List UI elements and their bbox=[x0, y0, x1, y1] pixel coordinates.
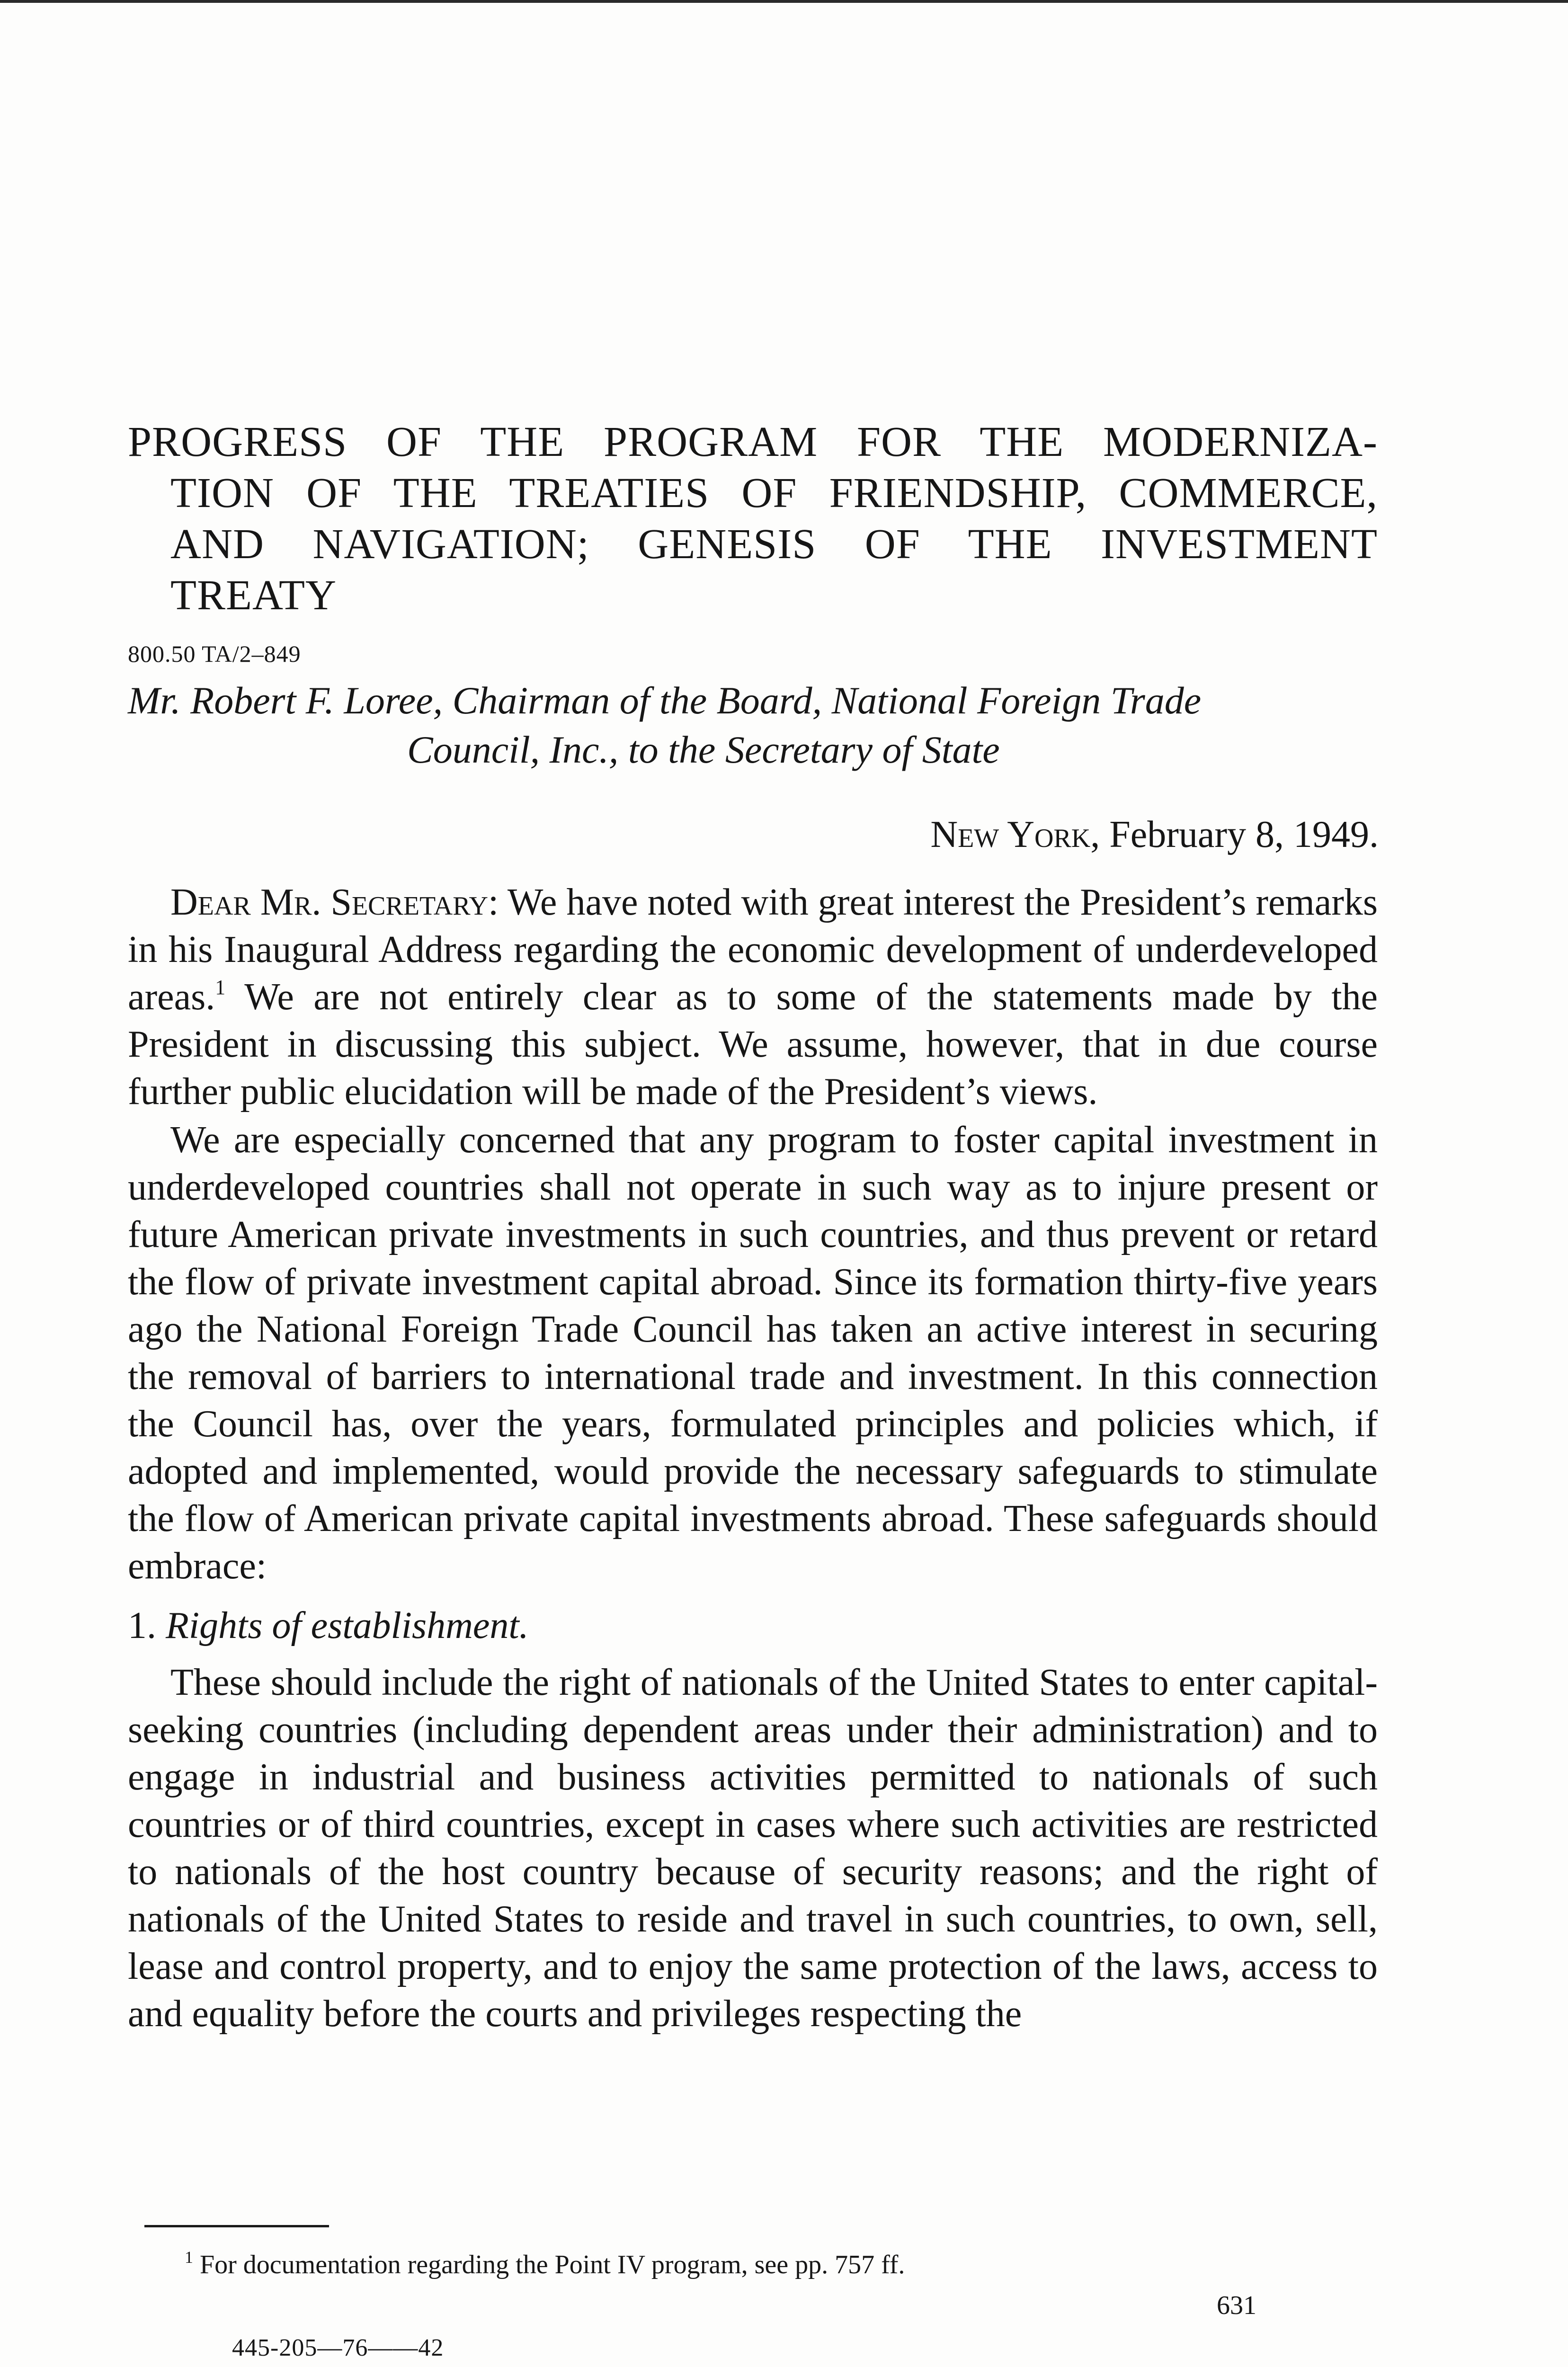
top-edge-rule bbox=[0, 0, 1568, 3]
document-title-line-1: Mr. Robert F. Loree, Chairman of the Board, National Foreign Trade bbox=[128, 679, 1202, 722]
document-title bbox=[128, 676, 1378, 774]
salutation: Dear Mr. Secretary bbox=[170, 881, 488, 923]
footnote-marker: 1 bbox=[185, 2248, 193, 2267]
file-number: 800.50 TA/2–849 bbox=[128, 641, 301, 667]
heading-line-1: PROGRESS OF THE PROGRAM FOR THE MODERNIZA- bbox=[128, 418, 1378, 465]
list-item-heading bbox=[128, 1602, 1378, 1649]
letter-body bbox=[128, 879, 1378, 2038]
list-item-number: 1. bbox=[128, 1605, 156, 1646]
dateline bbox=[930, 813, 1379, 856]
footnote-divider bbox=[144, 2225, 329, 2227]
paragraph-2: We are especially concerned that any program to foster capital investment in underdeveloped countries shall not operate in such way as to injure present or future American private investments in such countries, and thus prevent or retard the flow of private investment capital abroad. Since its formation thirty-five years ago the National Foreign Trade Council has taken an active interest in securing the removal of barriers to international trade and investment. In this connection the Council has, over the years, formulated principles and policies which, if adopted and implemented, would provide the necessary safeguards to stimulate the flow of American private capital investments abroad. These safeguards should embrace: bbox=[128, 1119, 1378, 1587]
heading-line-4: TREATY bbox=[170, 572, 337, 619]
page-number: 631 bbox=[1217, 2291, 1256, 2320]
paragraph-3: These should include the right of nationals of the United States to enter capital-seeking countries (including dependent areas under their administration) and to engage in industrial and business activities permitted to nationals of such countries or of third countries, except in cases where such activities are restricted to nationals of the host country because of security reasons; and the right of nationals of the United States to reside and travel in such countries, to own, sell, lease and control property, and to enjoy the same protection of the laws, access to and equality before the courts and privileges respecting the bbox=[128, 1662, 1378, 2035]
list-item-title: Rights of establishment. bbox=[166, 1605, 529, 1646]
heading-line-2: TION OF THE TREATIES OF FRIENDSHIP, COMMERCE, bbox=[170, 470, 1378, 516]
print-code: 445-205—76——42 bbox=[232, 2334, 444, 2361]
footnote bbox=[185, 2250, 905, 2280]
paragraph-1-text-a: : We have noted with great interest the President’s remarks in his Inaugural Address regarding the economic development of underdeveloped areas. bbox=[128, 881, 1378, 1018]
footnote-text: For documentation regarding the Point IV program, see pp. 757 ff. bbox=[200, 2250, 905, 2279]
paragraph-1 bbox=[128, 879, 1378, 1115]
dateline-date: , February 8, 1949. bbox=[1090, 814, 1379, 855]
footnote-reference: 1 bbox=[215, 976, 226, 999]
section-heading bbox=[128, 417, 1378, 621]
document-title-line-2: Council, Inc., to the Secretary of State bbox=[407, 728, 1000, 771]
heading-line-3: AND NAVIGATION; GENESIS OF THE INVESTMENT bbox=[170, 521, 1378, 568]
dateline-place: New York bbox=[930, 814, 1091, 855]
paragraph-1-text-b: We are not entirely clear as to some of the statements made by the President in discussing this subject. We assume, however, that in due course further public elucidation will be made of the President’s views. bbox=[128, 976, 1378, 1112]
